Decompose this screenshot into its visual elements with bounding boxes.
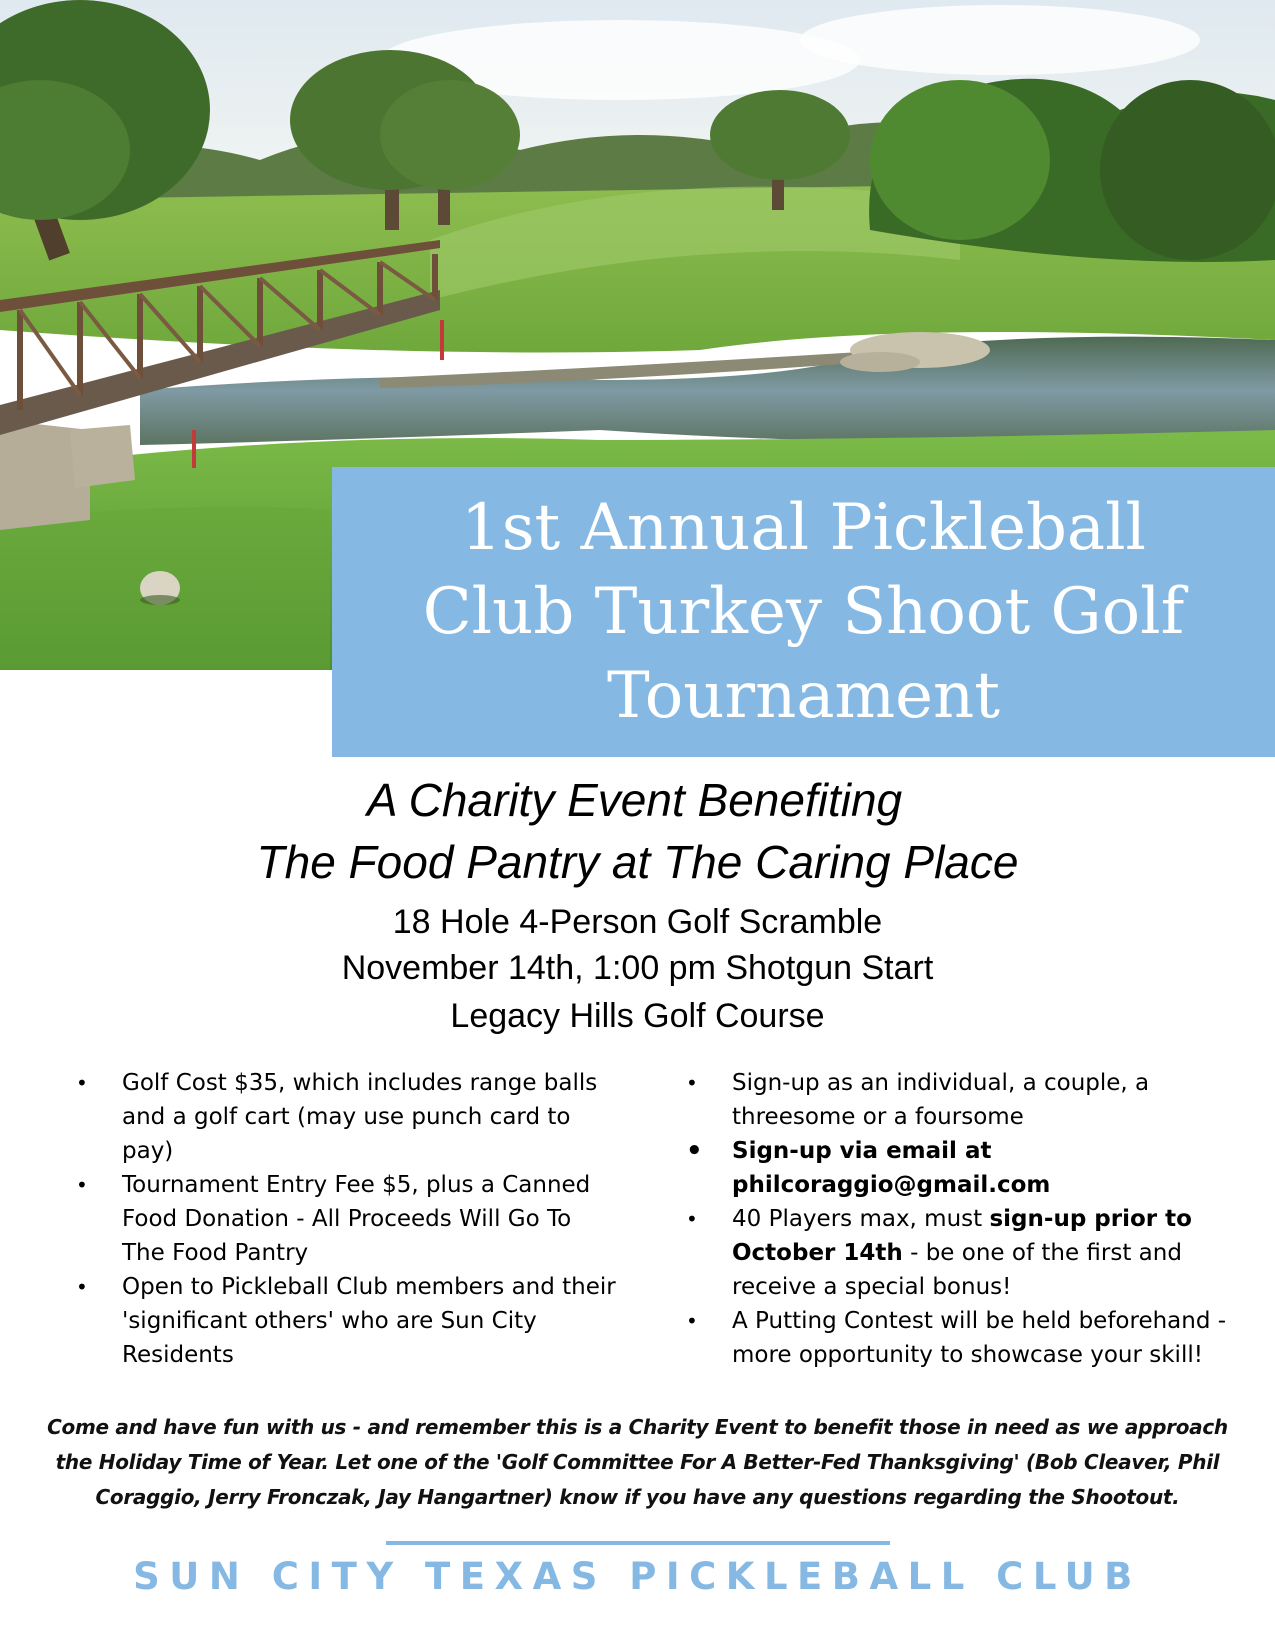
list-item-text: - be one of the first and receive a special bonus!: [732, 1240, 1182, 1300]
event-format: 18 Hole 4-Person Golf Scramble: [392, 903, 883, 941]
title-banner: [332, 467, 1275, 757]
list-item-text: Tournament Entry Fee $5, plus a Canned Food Donation - All Proceeds Will Go To The Food Pantry: [122, 1172, 591, 1266]
signup-email-label: Sign-up via email at: [732, 1138, 992, 1164]
title-line-3: Tournament: [607, 659, 1000, 733]
list-item-entry-fee: [76, 1168, 616, 1270]
signup-email-address[interactable]: philcoraggio@gmail.com: [732, 1172, 1051, 1198]
list-item-text: Sign-up as an individual, a couple, a threesome or a foursome: [732, 1070, 1150, 1130]
details-list-left: [76, 1066, 616, 1372]
charity-subtitle-line-1: A Charity Event Benefiting: [366, 774, 903, 826]
footer-divider: [386, 1541, 890, 1545]
list-item-golf-cost: [76, 1066, 616, 1168]
list-item-putting-contest: [686, 1304, 1246, 1372]
list-item-eligibility: [76, 1270, 616, 1372]
event-datetime: November 14th, 1:00 pm Shotgun Start: [341, 949, 934, 987]
event-location: Legacy Hills Golf Course: [450, 997, 825, 1035]
list-item-player-limit: [686, 1202, 1246, 1304]
title-line-1: 1st Annual Pickleball: [460, 491, 1147, 565]
list-item-text: A Putting Contest will be held beforehand - more opportunity to showcase your skill!: [732, 1308, 1227, 1368]
club-name-footer: SUN CITY TEXAS PICKLEBALL CLUB: [133, 1555, 1142, 1598]
title-line-2: Club Turkey Shoot Golf: [422, 575, 1185, 649]
list-item-text: Golf Cost $35, which includes range balls and a golf cart (may use punch card to pay): [122, 1070, 598, 1164]
list-item-signup-email: [686, 1134, 1246, 1202]
signup-deadline: sign-up prior to October 14th: [732, 1206, 1192, 1266]
list-item-text: 40 Players max, must: [732, 1206, 990, 1232]
list-item-text: Open to Pickleball Club members and their 'significant others' who are Sun City Residents: [122, 1274, 616, 1368]
closing-paragraph: Come and have fun with us - and remember this is a Charity Event to benefit those in need as we approach the Holiday Time of Year. Let one of the 'Golf Committee For A Better-Fed Thanksgiving' (Bob Cleaver, Phil Coraggio, Jerry Fronczak, Jay Hangartner) know if you have any questions regarding the Shootout.: [47, 1415, 1228, 1509]
details-list-right: [686, 1066, 1246, 1372]
list-item-signup-options: [686, 1066, 1246, 1134]
charity-subtitle-line-2: The Food Pantry at The Caring Place: [256, 836, 1019, 888]
